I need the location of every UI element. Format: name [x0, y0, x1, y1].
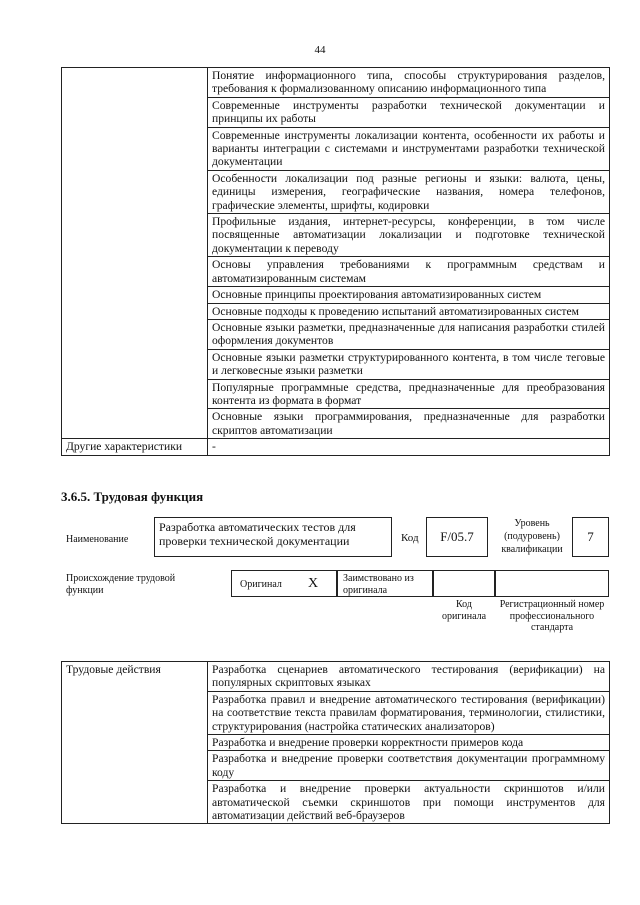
other-characteristics-label: Другие характеристики: [62, 439, 208, 455]
actions-table: [61, 661, 610, 824]
list-item: Основные языки разметки структурированного контента, в том числе теговые и легковесные языки разметки: [208, 349, 610, 379]
function-code: F/05.7: [440, 529, 474, 544]
list-item: Профильные издания, интернет-ресурсы, конференции, в том числе посвященные автоматизации локализации и подготовке технической документации к переводу: [208, 214, 610, 257]
list-item: Разработка и внедрение проверки соответствия документации программному коду: [208, 751, 610, 781]
code-label: Код: [401, 532, 419, 544]
list-item: Разработка сценариев автоматического тестирования (верификации) на популярных скриптовых языках: [208, 662, 610, 692]
original-mark: X: [308, 576, 319, 591]
code-box: [426, 517, 488, 557]
section-title: 3.6.5. Трудовая функция: [61, 489, 204, 504]
reg-caption: Регистрационный номер профессионального стандарта: [499, 599, 605, 633]
other-characteristics-value: -: [208, 439, 610, 455]
code-caption: Код оригинала: [441, 599, 487, 622]
list-item: Разработка и внедрение проверки актуальности скриншотов и/или автоматической съемки скриншотов при помощи инструментов для автоматизации действий веб-браузеров: [208, 781, 610, 824]
reg-number-box: [495, 570, 609, 597]
table-row: [62, 439, 610, 455]
list-item: Разработка правил и внедрение автоматического тестирования (верификации) на соответствие текста правилам форматирования, терминологии, стилистики, структурирования (настройка статических анализаторов): [208, 691, 610, 734]
list-item: Разработка и внедрение проверки корректности примеров кода: [208, 735, 610, 751]
list-item: Основные подходы к проведению испытаний автоматизированных систем: [208, 303, 610, 319]
origin-code-box: [433, 570, 495, 597]
level-label: Уровень (подуровень) квалификации: [501, 518, 563, 555]
table-row: [62, 68, 610, 98]
list-item: Особенности локализации под разные регионы и языки: валюта, цены, единицы измерения, географические названия, номера телефонов, графические элементы, шрифты, кодировки: [208, 170, 610, 213]
list-item: Современные инструменты разработки технической документации и принципы их работы: [208, 97, 610, 127]
knowledge-table: [61, 67, 610, 456]
list-item: Популярные программные средства, предназначенные для преобразования контента из формата в формат: [208, 379, 610, 409]
actions-label: Трудовые действия: [62, 662, 208, 824]
name-label: Наименование: [66, 534, 129, 545]
borrowed-box: [337, 570, 433, 597]
level-value: 7: [587, 529, 594, 544]
origin-label: Происхождение трудовой функции: [66, 573, 176, 596]
list-item: Основные языки программирования, предназначенные для разработки скриптов автоматизации: [208, 409, 610, 439]
function-name: Разработка автоматических тестов для проверки технической документации: [159, 520, 356, 548]
borrowed-label: Заимствовано из оригинала: [343, 573, 414, 596]
name-value-box: [154, 517, 392, 557]
list-item: Современные инструменты локализации контента, особенности их работы и варианты интеграции с системами и инструментами разработки технической документации: [208, 127, 610, 170]
knowledge-label-cell: [62, 68, 208, 439]
original-label: Оригинал: [240, 579, 282, 590]
table-row: [62, 662, 610, 692]
original-box: [231, 570, 337, 597]
list-item: Основы управления требованиями к программным средствам и автоматизированным системам: [208, 257, 610, 287]
page-number: 44: [314, 44, 326, 56]
level-box: [572, 517, 609, 557]
list-item: Основные языки разметки, предназначенные для написания разработки стилей оформления документов: [208, 319, 610, 349]
list-item: Понятие информационного типа, способы структурирования разделов, требования к формализованному описанию информационного типа: [208, 68, 610, 98]
list-item: Основные принципы проектирования автоматизированных систем: [208, 287, 610, 303]
